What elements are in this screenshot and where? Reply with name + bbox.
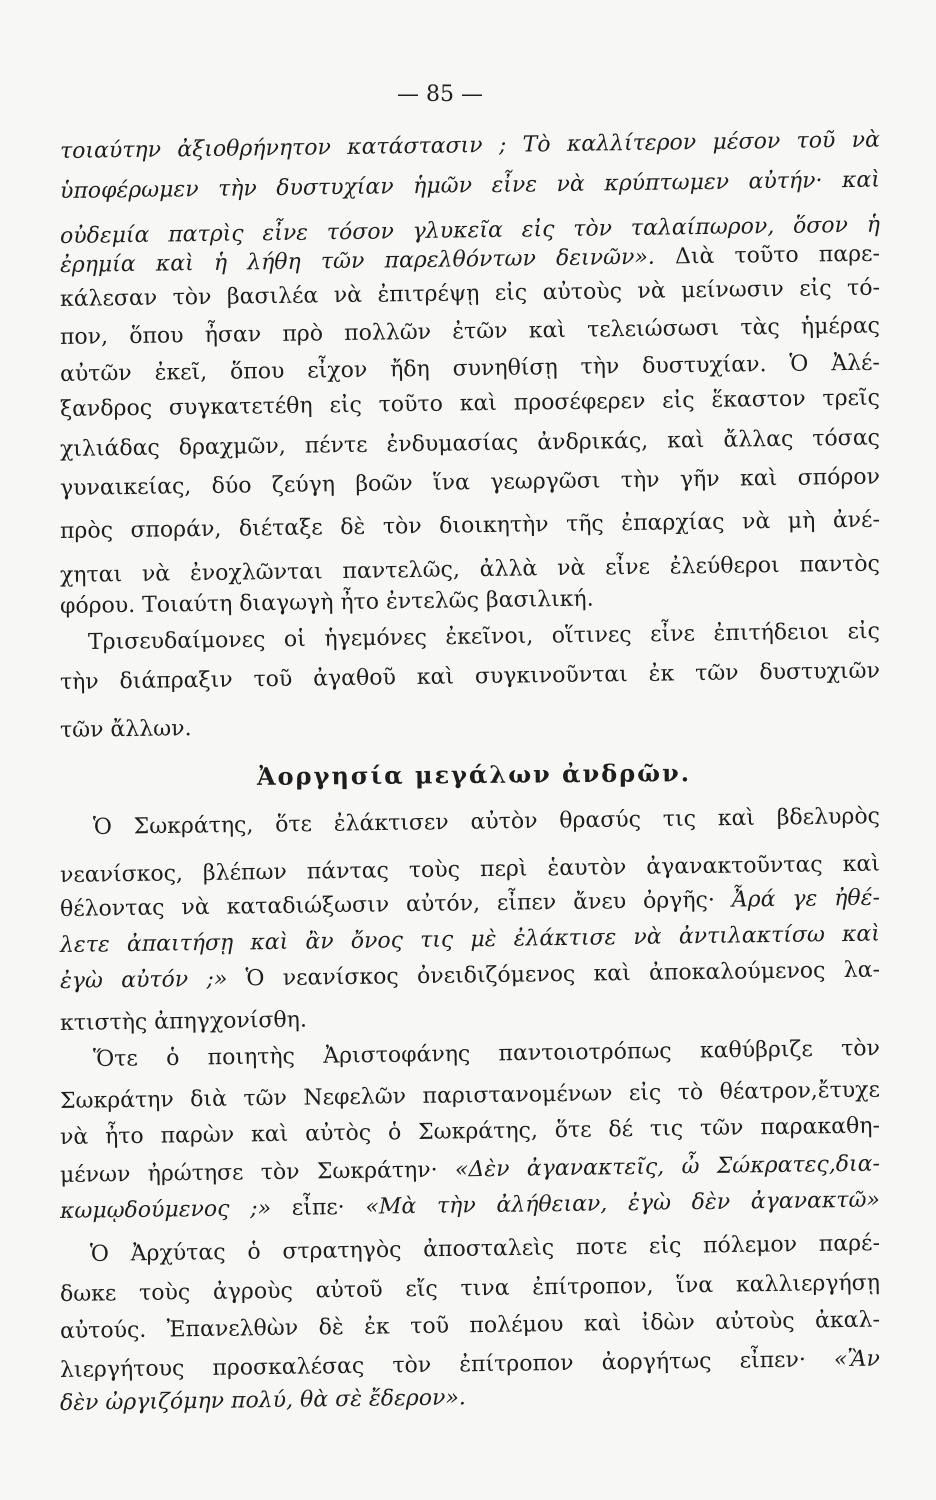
text-segment: χιλιάδας δραχμῶν, πέντε ἐνδυμασίας ἀνδρικάς, καὶ ἄλλας τόσας — [59, 425, 881, 462]
text-segment: δωκε τοὺς ἀγροὺς αὐτοῦ εἴς τινα ἐπίτροπον, ἵνα καλλιεργήσῃ — [59, 1270, 881, 1307]
text-segment: Ὁ νεανίσκος ὀνειδιζόμενος καὶ ἀποκαλούμενος λα- — [227, 957, 881, 992]
text-line — [60, 274, 880, 315]
text-segment: φόρου. Τοιαύτη διαγωγὴ ἦτο ἐντελῶς βασιλική. — [59, 586, 594, 619]
italic-text-segment: λετε ἀπαιτήσῃ καὶ ἂν ὄνος τις μὲ ἐλάκτισε νὰ ἀντιλακτίσω καὶ — [59, 921, 881, 958]
text-segment: μένων ἠρώτησε τὸν Σωκράτην· — [59, 1157, 438, 1188]
section-heading: Ἀοργησία μεγάλων ἀνδρῶν. — [256, 758, 692, 791]
text-segment: Τρισευδαίμονες οἱ ἡγεμόνες ἐκεῖνοι, οἵτινες εἶνε ἐπιτήδειοι εἰς — [87, 618, 881, 655]
text-line — [60, 1345, 880, 1386]
text-line — [60, 657, 880, 698]
text-line — [60, 463, 880, 504]
text-line — [93, 1034, 880, 1075]
text-line — [60, 312, 880, 353]
text-line — [88, 617, 880, 658]
italic-text-segment: οὐδεμία πατρὶς εἶνε τόσον γλυκεῖα εἰς τὸν ταλαίπωρον, ὅσον ἡ — [59, 212, 881, 249]
page-number: — 85 — — [397, 82, 483, 107]
text-line — [60, 1006, 307, 1039]
text-line — [60, 1076, 880, 1117]
text-line — [60, 1269, 880, 1310]
text-line — [60, 884, 880, 925]
text-line — [60, 506, 880, 547]
text-segment: εἶπε· — [270, 1194, 366, 1222]
text-segment: πρὸς σποράν, διέταξε δὲ τὸν διοικητὴν τῆς ἐπαρχίας νὰ μὴ ἀνέ- — [59, 507, 881, 544]
italic-text-segment: «Ἂν — [805, 1346, 881, 1373]
text-line — [60, 424, 880, 465]
italic-text-segment: τοιαύτην ἀξιοθρήνητον κατάστασιν ; Τὸ καλλίτερον μέσον τοῦ νὰ — [59, 127, 881, 164]
text-line — [60, 585, 594, 622]
italic-text-segment: κωμῳδούμενος ;» — [59, 1196, 272, 1224]
text-segment: κτιστὴς ἀπηγχονίσθη. — [59, 1007, 308, 1036]
text-segment: λιεργήτους προσκαλέσας τὸν ἐπίτροπον ἀοργήτως εἶπεν· — [59, 1347, 807, 1383]
italic-text-segment: ἐρημία καὶ ἡ λήθη τῶν παρελθόντων δεινῶν». — [59, 244, 656, 278]
italic-text-segment: ὑποφέρωμεν τὴν δυστυχίαν ἡμῶν εἶνε νὰ κρύπτωμεν αὐτήν· καὶ — [59, 167, 881, 204]
text-line — [93, 802, 880, 843]
text-segment: Ὁ Σωκράτης, ὅτε ἐλάκτισεν αὐτὸν θρασύς τις καὶ βδελυρὸς — [92, 804, 881, 840]
text-line — [60, 384, 880, 425]
text-segment: νεανίσκος, βλέπων πάντας τοὺς περὶ ἑαυτὸν ἀγανακτοῦντας καὶ — [59, 851, 881, 888]
text-line — [60, 714, 192, 746]
text-line — [60, 1306, 880, 1347]
text-line — [60, 920, 880, 961]
text-line — [60, 1150, 880, 1191]
text-segment: γυναικείας, δύο ζεύγη βοῶν ἵνα γεωργῶσι τὴν γῆν καὶ σπόρον — [59, 464, 881, 501]
italic-text-segment: Ἆρά γε ἠθέ- — [714, 885, 881, 913]
text-segment: πον, ὅπου ἦσαν πρὸ πολλῶν ἐτῶν καὶ τελειώσωσι τὰς ἡμέρας — [59, 313, 881, 350]
text-line — [60, 349, 880, 390]
text-segment: Ὁ Ἀρχύτας ὁ στρατηγὸς ἀποσταλεὶς ποτε εἰς πόλεμον παρέ- — [89, 1230, 881, 1267]
text-line — [60, 1112, 880, 1153]
text-line — [60, 550, 880, 591]
text-segment: χηται νὰ ἐνοχλῶνται παντελῶς, ἀλλὰ νὰ εἶνε ἐλεύθεροι παντὸς — [59, 551, 881, 588]
text-segment: τὴν διάπραξιν τοῦ ἀγαθοῦ καὶ συγκινοῦνται ἐκ τῶν δυστυχιῶν — [59, 658, 881, 695]
text-segment: θέλοντας νὰ καταδιώξωσιν αὐτόν, εἶπεν ἄνευ ὀργῆς· — [59, 887, 716, 922]
text-segment: ξανδρος συγκατετέθη εἰς τοῦτο καὶ προσέφερεν εἰς ἕκαστον τρεῖς — [59, 385, 881, 422]
text-line — [60, 166, 880, 207]
italic-text-segment: ἐγὼ αὐτόν ;» — [59, 966, 228, 994]
italic-text-segment: «Μὰ τὴν ἀλήθειαν, ἐγὼ δὲν ἀγανακτῶ» — [365, 1187, 881, 1220]
text-segment: τῶν ἄλλων. — [59, 716, 192, 743]
text-segment: κάλεσαν τὸν βασιλέα νὰ ἐπιτρέψῃ εἰς αὐτοὺς νὰ μείνωσιν εἰς τό- — [59, 275, 881, 312]
text-line — [90, 1229, 880, 1270]
text-line — [60, 126, 880, 167]
italic-text-segment: δὲν ὠργιζόμην πολύ, θὰ σὲ ἔδερον». — [59, 1385, 467, 1416]
text-segment: Σωκράτην διὰ τῶν Νεφελῶν παριστανομένων εἰς τὸ θέατρον,ἔτυχε — [59, 1077, 881, 1114]
text-segment: νὰ ἦτο παρὼν καὶ αὐτὸς ὁ Σωκράτης, ὅτε δέ τις τῶν παρακαθη- — [59, 1113, 881, 1150]
text-segment: Ὅτε ὁ ποιητὴς Ἀριστοφάνης παντοιοτρόπως καθύβριζε τὸν — [92, 1036, 881, 1072]
text-segment: αὐτῶν ἐκεῖ, ὅπου εἶχον ἤδη συνηθίσῃ τὴν δυστυχίαν. Ὁ Ἀλέ- — [59, 350, 881, 387]
italic-text-segment: «Δὲν ἀγανακτεῖς, ὦ Σώκρατες,δια- — [437, 1151, 881, 1183]
text-line — [60, 1383, 466, 1419]
text-segment: Διὰ τοῦτο παρε- — [654, 241, 881, 270]
text-line — [60, 1186, 880, 1227]
text-segment: αὐτούς. Ἐπανελθὼν δὲ ἐκ τοῦ πολέμου καὶ ἰδὼν αὐτοὺς ἀκαλ- — [59, 1307, 881, 1344]
text-line — [60, 956, 880, 997]
